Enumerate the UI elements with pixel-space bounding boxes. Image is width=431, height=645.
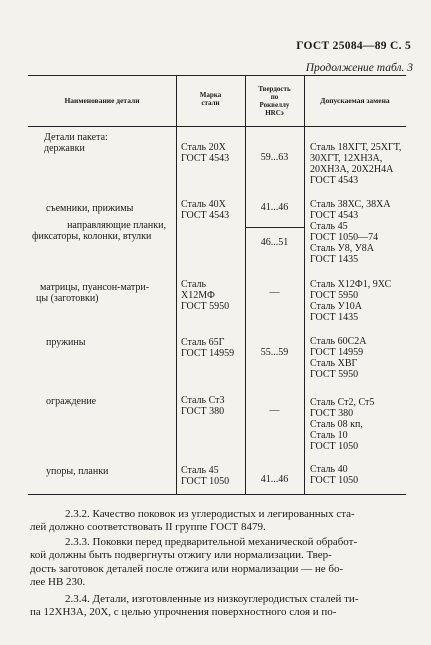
row-6-replacement: Сталь Ст2, Ст5 ГОСТ 380 Сталь 08 кп, Сталь 10 ГОСТ 1050 (310, 397, 375, 452)
row-6-hardness: — (269, 405, 280, 416)
row-2-grade: Сталь 40Х ГОСТ 4543 (181, 199, 230, 221)
col-header-hardness: Твердость по Роквеллу HRCэ (258, 85, 291, 117)
row-5-grade: Сталь 65Г ГОСТ 14959 (181, 337, 235, 359)
row-4-grade: Сталь Х12МФ ГОСТ 5950 (181, 279, 230, 312)
row-2-hardness: 41...46 (260, 202, 289, 213)
table-bottom-rule (28, 494, 406, 495)
column-rule-2 (245, 75, 246, 495)
paragraph-2-3-3: 2.3.3. Поковки перед предварительной механической обработ- кой должны быть подвергнуты отжигу или нормализации. Твер- дость заготовок деталей после отжига или нормализации — не бо- лее НВ 230. (30, 536, 358, 589)
row-5-hardness: 55...59 (260, 347, 289, 358)
paragraph-2-3-4: 2.3.4. Детали, изготовленные из низкоуглеродистых сталей ти- па 12ХН3А, 20Х, с целью упрочнения поверхностного слоя и по- (30, 593, 359, 619)
hardness-split-rule (245, 227, 304, 228)
row-1-grade: Сталь 20Х ГОСТ 4543 (181, 142, 230, 164)
row-1-replacement: Сталь 18ХГТ, 25ХГТ, 30ХГТ, 12ХН3А, 20ХН3А, 20Х2Н4А ГОСТ 4543 (310, 142, 402, 186)
col-header-name: Наименование детали (64, 96, 140, 105)
row-2-name: съемники, прижимы (46, 203, 134, 214)
row-4-name: матрицы, пуансон-матри- цы (заготовки) (36, 282, 150, 304)
row-7-replacement: Сталь 40 ГОСТ 1050 (310, 464, 359, 486)
row-3-replacement: Сталь 45 ГОСТ 1050—74 Сталь У8, У8А ГОСТ 1435 (310, 221, 379, 265)
row-3-name: направляющие планки, фиксаторы, колонки, втулки (32, 220, 166, 242)
row-1-hardness: 59...63 (260, 152, 289, 163)
row-7-name: упоры, планки (46, 466, 109, 477)
column-rule-1 (176, 75, 177, 495)
row-7-grade: Сталь 45 ГОСТ 1050 (181, 465, 230, 487)
col-header-grade: Марка стали (199, 91, 222, 107)
row-6-grade: Сталь Ст3 ГОСТ 380 (181, 395, 225, 417)
row-3-hardness: 46...51 (260, 237, 289, 248)
page-header-standard: ГОСТ 25084—89 С. 5 (296, 40, 411, 52)
table-header-rule (28, 126, 406, 127)
row-6-name: ограждение (46, 396, 97, 407)
row-7-hardness: 41...46 (260, 474, 289, 485)
col-header-replacement: Допускаемая замена (320, 96, 390, 105)
row-2-replacement: Сталь 38ХС, 38ХА ГОСТ 4543 (310, 199, 391, 221)
table-continuation-label: Продолжение табл. 3 (305, 62, 413, 74)
row-4-hardness: — (269, 287, 280, 298)
table-top-rule (28, 75, 406, 76)
row-1-name: Детали пакета: державки (44, 132, 108, 154)
row-5-name: пружины (46, 337, 86, 348)
paragraph-2-3-2: 2.3.2. Качество поковок из углеродистых и легированных ста- лей должно соответствовать II группе ГОСТ 8479. (30, 508, 355, 534)
row-5-replacement: Сталь 60С2А ГОСТ 14959 Сталь ХВГ ГОСТ 5950 (310, 336, 367, 380)
column-rule-3 (304, 75, 305, 495)
steel-grades-table (28, 75, 406, 495)
row-4-replacement: Сталь Х12Ф1, 9ХС ГОСТ 5950 Сталь У10А ГОСТ 1435 (310, 279, 392, 323)
